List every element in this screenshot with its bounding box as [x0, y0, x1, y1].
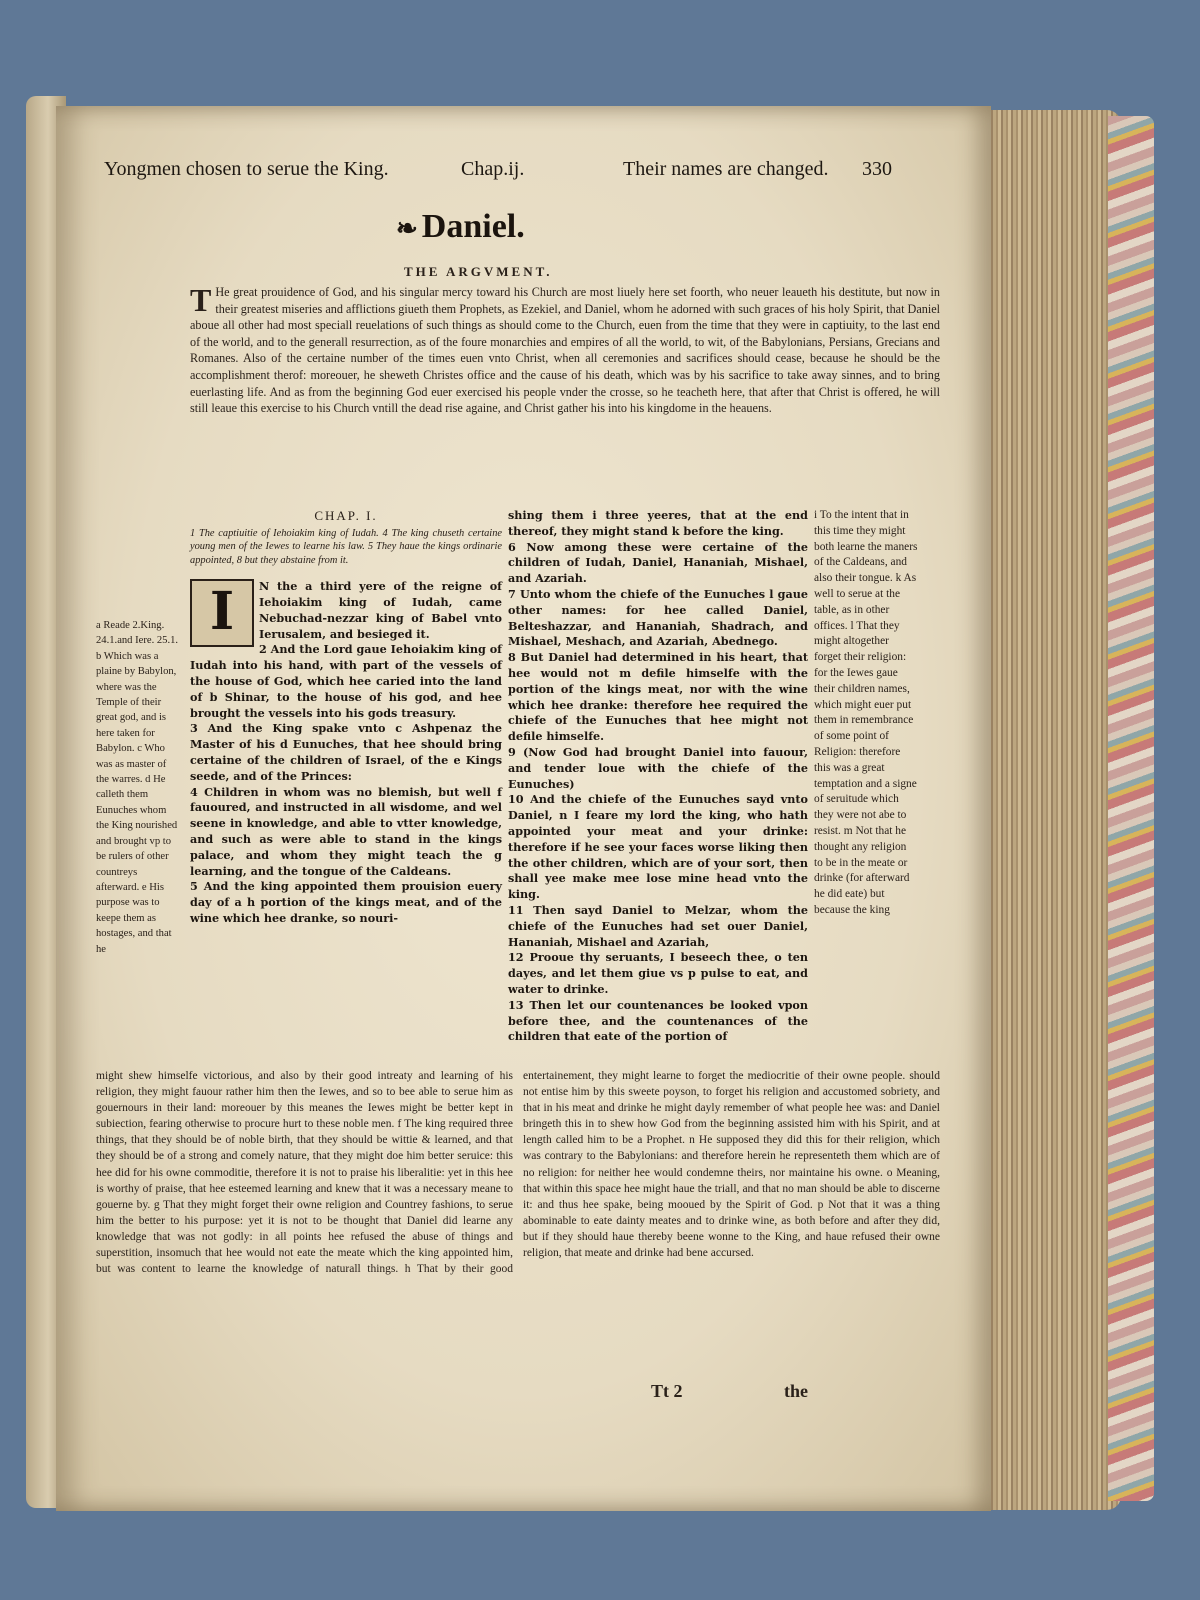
verse: N the a third yere of the reigne of Iehoiakim king of Iudah, came Nebuchad-nezzar king of Babel vnto Ierusalem, and besieged it.: [259, 579, 502, 641]
argument-text: [190, 284, 940, 417]
chapter-summary: 1 The captiuitie of Iehoiakim king of Iudah. 4 The king chuseth certaine young men of the Iewes to learne his law. 5 They haue the kings ordinarie appointed, 8 but they abstaine from it.: [190, 528, 502, 566]
drop-cap: I: [190, 579, 254, 647]
running-head-center: Chap.ij.: [461, 158, 525, 180]
verse: 5 And the king appointed them prouision euery day of a h portion of the kings meat, and of the wine which hee dranke, so nouri-: [190, 879, 502, 925]
left-margin-notes: a Reade 2.King. 24.1.and Iere. 25.1. b Which was a plaine by Babylon, where was the Temple of their great god, and is here taken for Babylon. c Who was as master of the warres. d He calleth them Eunuches whom the King nourished and brought vp to be rulers of other countreys afterward. e His purpose was to keepe them as hostages, and that he: [96, 620, 179, 955]
verses-right: [508, 508, 808, 1045]
verse: 3 And the King spake vnto c Ashpenaz the Master of his d Eunuches, that hee should bring certaine of the children of Israel, of the e Kings seede, and of the Princes:: [190, 721, 502, 783]
argument-heading: THE ARGVMENT.: [404, 264, 553, 279]
verse: 2 And the Lord gaue Iehoiakim king of Iudah into his hand, with part of the vessels of the house of God, which hee caried into the land of b Shinar, to the house of his god, and hee brought the vessels into his gods treasury.: [190, 642, 502, 720]
catchword: the: [784, 1381, 808, 1401]
verse: 7 Unto whom the chiefe of the Eunuches l gaue other names: for hee called Daniel, Belteshazzar, and Hananiah, Shadrach, and Mishael, Meshach, and Azariah, Abednego.: [508, 586, 808, 649]
verse: 12 Prooue thy seruants, I beseech thee, o ten dayes, and let them giue vs p pulse to eat, and water to drinke.: [508, 950, 808, 996]
verse: shing them i three yeeres, that at the end thereof, they might stand k before the king.: [508, 508, 808, 538]
running-head-left: Yongmen chosen to serue the King.: [104, 158, 389, 180]
book-title: [396, 208, 525, 246]
argument-body: He great prouidence of God, and his singular mercy toward his Church are most liuely here set foorth, who neuer leaueth his destitute, but now in their greatest miseries and afflictions giueth them Prophets, as Ezekiel, and Daniel, whom he adorned with such graces of his holy Spirit, that Daniel aboue all other had most speciall reuelations of such things as should come to the Church, euen from the time that they were in captiuity, to the last end of the world, and to the generall resurrection, as of the foure monarchies and empires of all the world, to wit, of the Babylonians, Persians, Grecians and Romanes. Also of the certaine number of the times euen vnto Christ, when all ceremonies and sacrifices should cease, because he should be the accomplishment therof: moreouer, he sheweth Christes office and the cause of his death, which was by his sacrifice to take away sinnes, and to bring euerlasting life. And as from the beginning God euer exercised his people vnder the crosse, so he teacheth here, that after that Christ is offered, he will still leaue this exercise to his Church vntill the dead rise againe, and Christ gather his into his kingdome in the heauens.: [190, 285, 940, 416]
running-head-right: Their names are changed.: [623, 158, 829, 180]
page: [56, 106, 991, 1511]
verse: 4 Children in whom was no blemish, but well f fauoured, and instructed in all wisdome, and wel seene in knowledge, and able to vtter knowledge, and such as were able to stand in the kings palace, and whom they might teach the g learning, and the tongue of the Caldeans.: [190, 784, 502, 878]
argument-initial: T: [190, 282, 212, 318]
page-edges: [981, 110, 1121, 1510]
verses-left: [190, 579, 502, 927]
marbled-endpaper: [1108, 116, 1154, 1501]
verse: 10 And the chiefe of the Eunuches sayd vnto Daniel, n I feare my lord the king, who hath appointed your meat and your drinke: therefore if he see your faces worse liking then the other children, which are of your sort, then shall yee make mee lose mine head vnto the king.: [508, 792, 808, 902]
book-title-text: Daniel.: [421, 208, 525, 245]
text-column-right: [508, 508, 808, 1045]
right-margin-notes: i To the intent that in this time they might both learne the maners of the Caldeans, and also their tongue. k As well to serue at the table, as in other offices. l That they might altogether forget their religion: for the Iewes gaue their children names, which might euer put them in remembrance of some point of Religion: therefore this was a great temptation and a signe of seruitude which they were not abe to resist. m Not that he thought any religion to be in the meate or drinke (for afterward he did eate) but because the king: [814, 509, 918, 916]
book: [26, 92, 1154, 1517]
verse: 11 Then sayd Daniel to Melzar, whom the chiefe of the Eunuches had set ouer Daniel, Hananiah, Mishael and Azariah,: [508, 902, 808, 949]
verse: 6 Now among these were certaine of the children of Iudah, Daniel, Hananiah, Mishael, and Azariah.: [508, 539, 808, 586]
page-number: 330: [862, 158, 892, 180]
verse: 13 Then let our countenances be looked vpon before thee, and the countenances of the children that eate of the portion of: [508, 997, 808, 1044]
signature-mark: Tt 2: [651, 1381, 683, 1401]
fleuron-icon: ❧: [396, 214, 418, 243]
footnotes: might shew himselfe victorious, and also by their good intreaty and learning of his religion, they might fauour rather him then the Iewes, and so to bee able to serue him as gouernours in their land: moreouer by this meanes the Iewes might be better kept in subiection, fearing otherwise to procure hurt to these noble men. f The king required three things, that they should be of noble birth, that they should be wittie & learned, and that they should be of a strong and comely nature, that they might doe him better seruice: this hee did for his owne commoditie, therefore it is not to praise his liberalitie: yet in this hee is worthy of praise, that hee esteemed learning and knew that it was a necessary meane to gouerne by. g That they might forget their owne religion and Countrey fashions, to serue him the better to his purpose: yet it is not to be thought that Daniel did learne any knowledge that was not godly: in all points hee refused the abuse of things and superstition, insomuch that hee would not eate the meate which the king appointed him, but was content to learne the knowledge of naturall things. h That by their good entertainement, they might learne to forget the mediocritie of their owne people. should not entise him by this sweete poyson, to forget his religion and accustomed sobriety, and that in his meat and drinke he might dayly remember of what people hee was: and Daniel bringeth this in to shew how God from the beginning assisted him with his Spirit, and at length called him to be a Prophet. n He supposed they did this for their religion, which was contrary to the Babylonians: and therefore herein he representeth them which are of no religion: for neither hee would condemne theirs, nor maintaine his owne. o Meaning, that within this space hee might haue the triall, and that no man should be able to discerne it: and thus hee spake, being mooued by the Spirit of God. p Not that it was a thing abominable to eate dainty meates and to drinke wine, as both before and after they did, but if they should haue thereby beene wonne to the King, and haue refused their owne religion, that meate and drinke had bene accursed.: [96, 1070, 940, 1276]
verse: 9 (Now God had brought Daniel into fauour, and tender loue with the chiefe of the Eunuches): [508, 744, 808, 791]
verse: 8 But Daniel had determined in his heart, that hee would not m defile himselfe with the portion of the kings meat, nor with the wine which hee dranke: therefore hee required the chiefe of the Eunuches that hee might not defile himselfe.: [508, 650, 808, 744]
chapter-heading: CHAP. I.: [314, 508, 378, 523]
text-column-left: [190, 508, 502, 927]
